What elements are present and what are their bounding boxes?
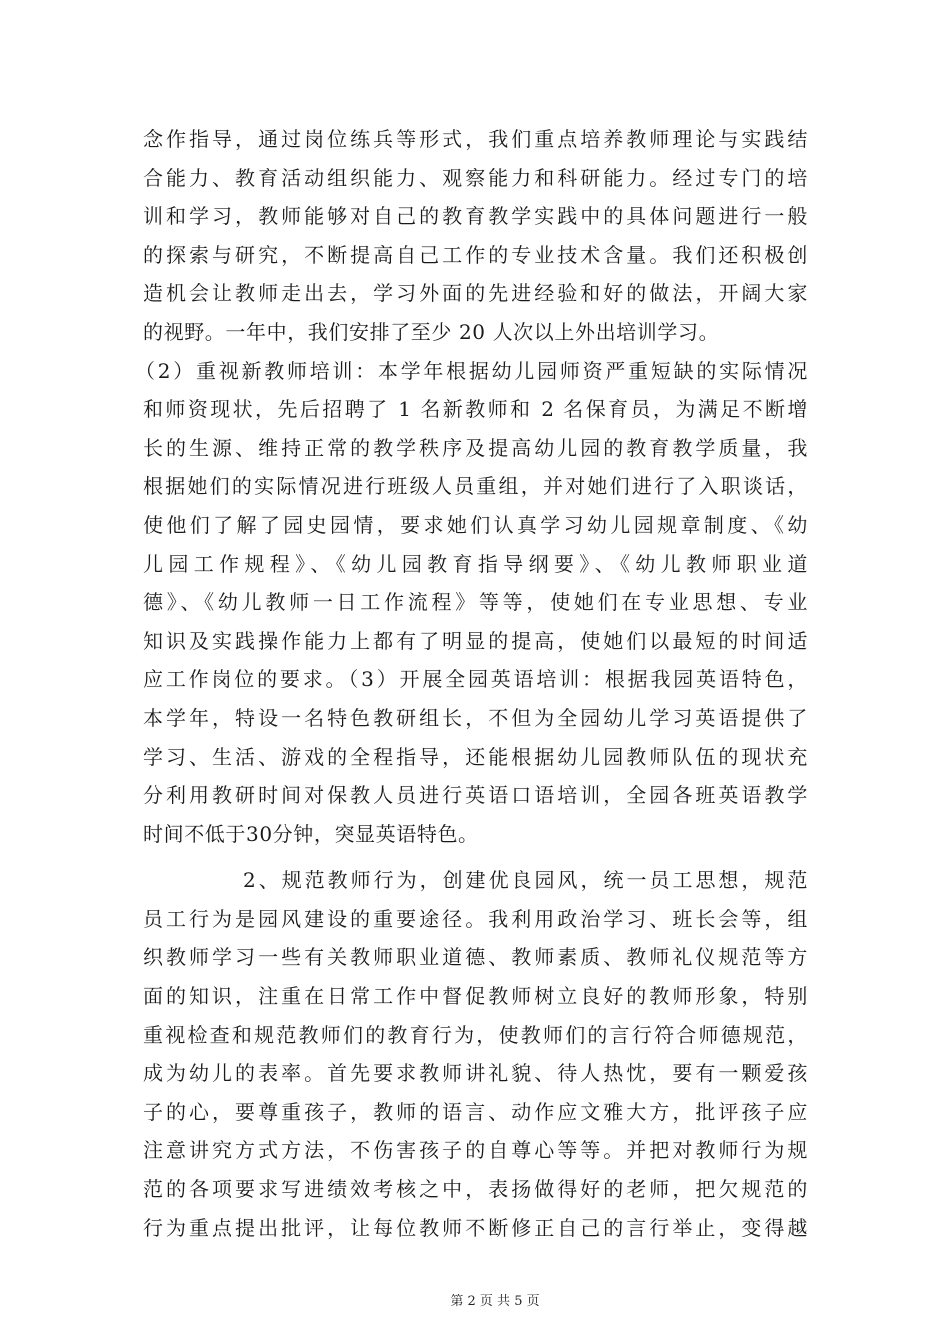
text-line: 长的生源、维持正常的教学秩序及提高幼儿园的教育教学质量，我 xyxy=(143,435,808,460)
text-line: 和师资现状，先后招聘了 1 名新教师和 2 名保育员，为满足不断增 xyxy=(143,397,808,422)
text-line: 训和学习，教师能够对自己的教育教学实践中的具体问题进行一般 xyxy=(143,204,808,229)
paragraph-first-line: 2、规范教师行为，创建优良园风，统一员工思想，规范 xyxy=(243,868,808,893)
page-number-footer: 第 2 页 共 5 页 xyxy=(450,1294,540,1309)
text-line: 分利用教研时间对保教人员进行英语口语培训，全园各班英语教学 xyxy=(143,783,808,808)
text-line: （2）重视新教师培训：本学年根据幼儿园师资严重短缺的实际情况 xyxy=(135,358,808,383)
text-line: 应工作岗位的要求。（3）开展全园英语培训：根据我园英语特色， xyxy=(143,667,808,692)
text-line: 德》、《幼儿教师一日工作流程》等等，使她们在专业思想、专业 xyxy=(143,590,808,615)
text-line: 儿园工作规程》、《幼儿园教育指导纲要》、《幼儿教师职业道 xyxy=(143,551,808,576)
text-line: 行为重点提出批评，让每位教师不断修正自己的言行举止，变得越 xyxy=(143,1215,808,1240)
text-line: 注意讲究方式方法，不伤害孩子的自尊心等等。并把对教师行为规 xyxy=(143,1138,808,1163)
text-line: 的探索与研究，不断提高自己工作的专业技术含量。我们还积极创 xyxy=(143,242,808,267)
text-line: 念作指导，通过岗位练兵等形式，我们重点培养教师理论与实践结 xyxy=(143,127,808,151)
text-line: 员工行为是园风建设的重要途径。我利用政治学习、班长会等，组 xyxy=(143,906,808,931)
text-line: 使他们了解了园史园情，要求她们认真学习幼儿园规章制度、《幼 xyxy=(143,512,808,537)
text-line: 成为幼儿的表率。首先要求教师讲礼貌、待人热忱，要有一颗爱孩 xyxy=(143,1061,808,1086)
text-line: 本学年，特设一名特色教研组长，不但为全园幼儿学习英语提供了 xyxy=(143,705,808,730)
text-line: 的视野。一年中，我们安排了至少 20 人次以上外出培训学习。 xyxy=(143,319,720,344)
text-line: 知识及实践操作能力上都有了明显的提高，使她们以最短的时间适 xyxy=(143,628,808,653)
text-line: 时间不低于30分钟，突显英语特色。 xyxy=(143,821,479,846)
body-text xyxy=(135,120,808,1247)
text-line: 造机会让教师走出去，学习外面的先进经验和好的做法，开阔大家 xyxy=(143,281,808,306)
text-line: 面的知识，注重在日常工作中督促教师树立良好的教师形象，特别 xyxy=(143,984,808,1009)
text-line: 合能力、教育活动组织能力、观察能力和科研能力。经过专门的培 xyxy=(143,165,808,190)
text-line: 学习、生活、游戏的全程指导，还能根据幼儿园教师队伍的现状充 xyxy=(143,744,808,769)
text-line: 范的各项要求写进绩效考核之中，表扬做得好的老师，把欠规范的 xyxy=(143,1177,808,1202)
text-line: 根据她们的实际情况进行班级人员重组，并对她们进行了入职谈话， xyxy=(143,474,808,499)
text-line: 织教师学习一些有关教师职业道德、教师素质、教师礼仪规范等方 xyxy=(143,945,808,970)
text-line: 重视检查和规范教师们的教育行为，使教师们的言行符合师德规范， xyxy=(143,1022,808,1047)
text-line: 子的心，要尊重孩子，教师的语言、动作应文雅大方，批评孩子应 xyxy=(143,1099,808,1124)
